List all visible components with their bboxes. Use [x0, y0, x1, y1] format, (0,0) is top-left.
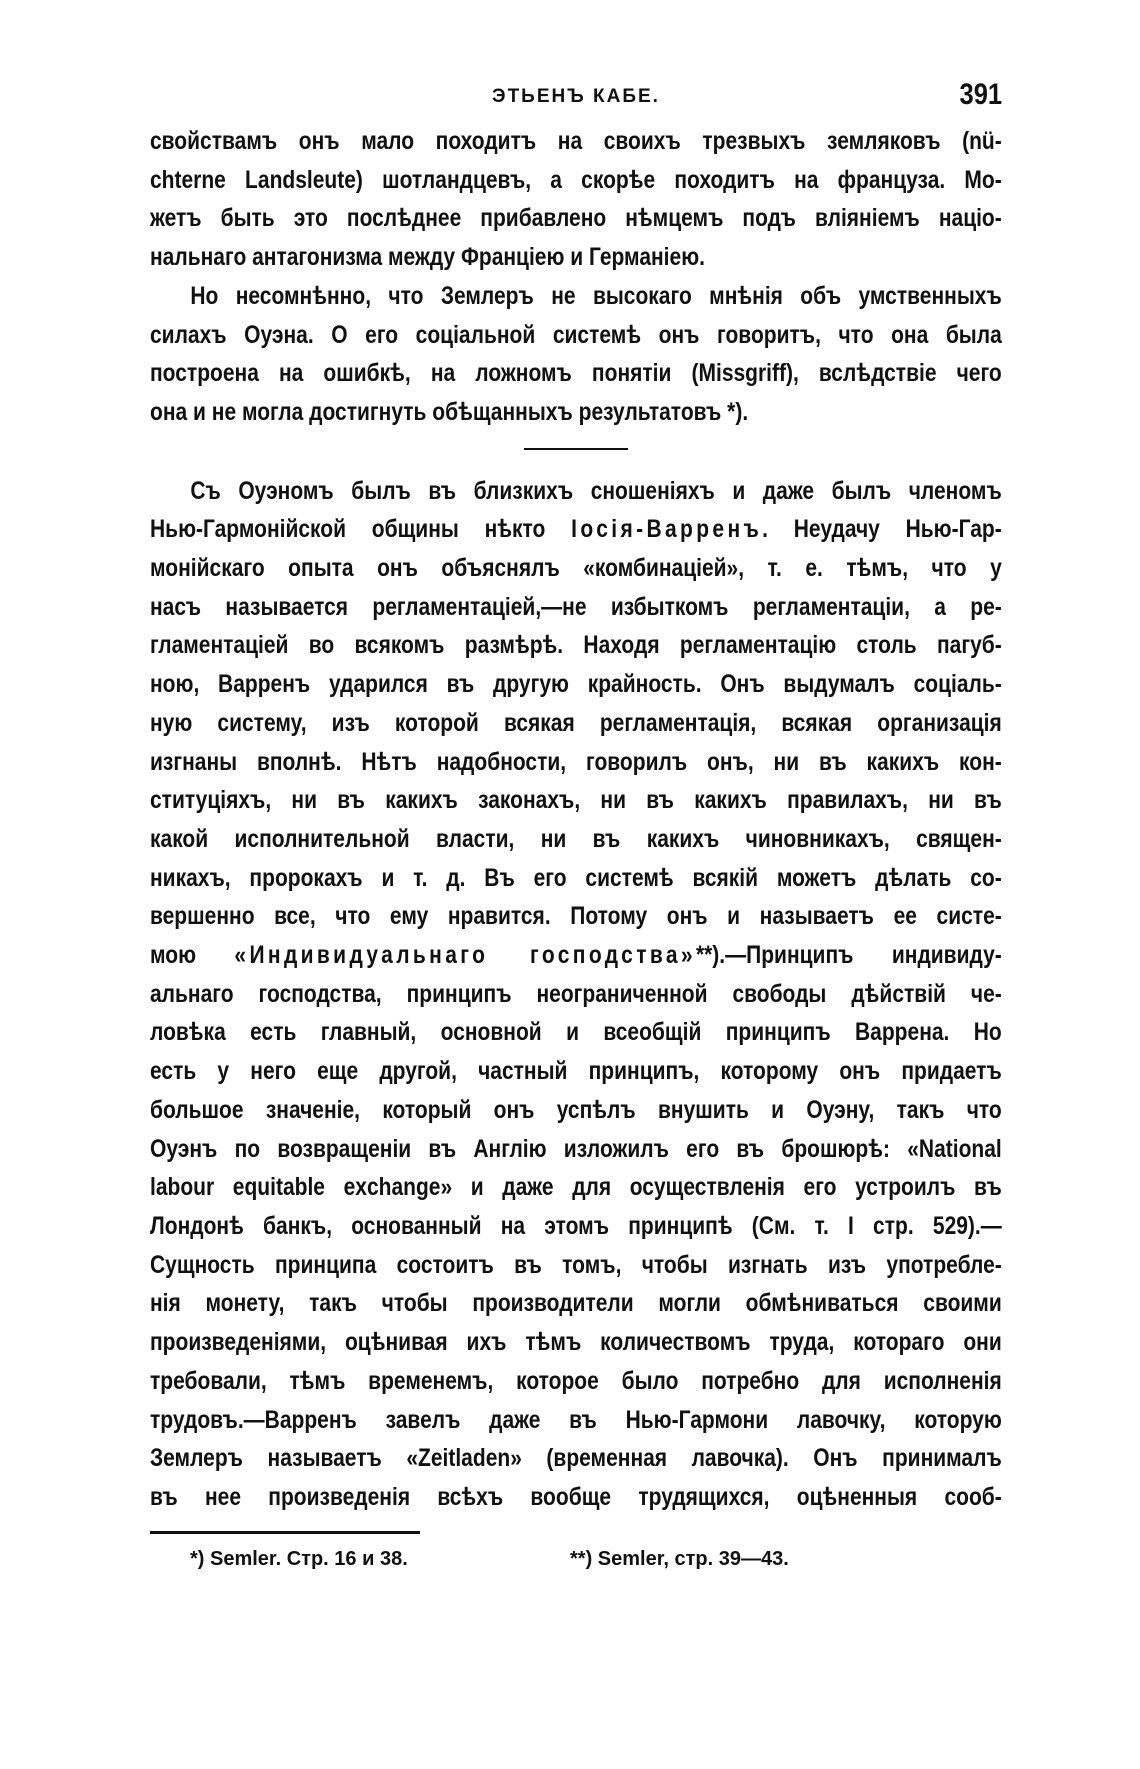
text-line: изгнаны вполнѣ. Нѣтъ надобности, говорилъ онъ, ни въ какихъ кон- — [150, 747, 1002, 776]
text-line: построена на ошибкѣ, на ложномъ понятіи (Missgriff), вслѣдствіе чего — [150, 359, 1002, 388]
text-line: трудовъ.—Варренъ завелъ даже въ Нью-Гармони лавочку, которую — [150, 1405, 1002, 1434]
text-line: Оуэнъ по возвращеніи въ Англію изложилъ его въ брошюрѣ: «National — [150, 1134, 1002, 1163]
section-separator — [524, 448, 628, 450]
text-line: ституціяхъ, ни въ какихъ законахъ, ни въ какихъ правилахъ, ни въ — [150, 786, 1002, 815]
text-line: большое значеніе, который онъ успѣлъ внушить и Оуэну, такъ что — [150, 1095, 1002, 1124]
footnote-rule — [150, 1531, 420, 1534]
text-line: какой исполнительной власти, ни въ какихъ чиновникахъ, священ- — [150, 824, 1002, 853]
text-line: жетъ быть это послѣднее прибавлено нѣмцемъ подъ вліяніемъ націо- — [150, 204, 1002, 233]
person-name: Іосія-Варренъ — [571, 515, 763, 544]
page-number: 391 — [959, 78, 1002, 111]
text-line: Лондонѣ банкъ, основанный на этомъ принципѣ (См. т. I стр. 529).— — [150, 1211, 1002, 1240]
book-page — [150, 78, 1002, 1578]
text-line: есть у него еще другой, частный принципъ, которому онъ придаетъ — [150, 1057, 1002, 1086]
text-line — [150, 510, 1002, 549]
text-line: произведеніями, оцѣнивая ихъ тѣмъ количествомъ труда, котораго они — [150, 1328, 1002, 1357]
body-text-2 — [150, 472, 1002, 1517]
text-line: вершенно все, что ему нравится. Потому онъ и называетъ ее систе- — [150, 902, 1002, 931]
text-line — [150, 936, 1002, 975]
text-line: она и не могла достигнуть обѣщанныхъ результатовъ *). — [150, 397, 749, 426]
text-line: Землеръ называетъ «Zeitladen» (временная лавочка). Онъ принималъ — [150, 1444, 1002, 1473]
text-line: силахъ Оуэна. О его соціальной системѣ онъ говоритъ, что она была — [150, 320, 1002, 349]
running-title: ЭТЬЕНЪ КАБЕ. — [492, 86, 660, 107]
text-line: chterne Landsleute) шотландцевъ, а скорѣе походитъ на француза. Мо- — [150, 165, 1002, 194]
text-line: насъ называется регламентаціей,—не избыткомъ регламентаціи, а ре- — [150, 592, 1002, 621]
text-fragment: **).—Принципъ индивиду- — [695, 941, 1002, 970]
text-line: требовали, тѣмъ временемъ, которое было потребно для исполненія — [150, 1366, 1002, 1395]
text-line: монійскаго опыта онъ объяснялъ «комбинаціей», т. е. тѣмъ, что у — [150, 554, 1002, 583]
text-line: нальнаго антагонизма между Франціею и Германіею. — [150, 243, 705, 272]
page-header — [150, 78, 1002, 122]
text-fragment: мою — [150, 941, 235, 970]
footnotes — [150, 1548, 1002, 1578]
text-line: Сущность принципа состоитъ въ томъ, чтобы изгнать изъ употребле- — [150, 1250, 1002, 1279]
text-line: свойствамъ онъ мало походитъ на своихъ трезвыхъ земляковъ (nü- — [150, 127, 1002, 155]
footnote-1: *) Semler. Стр. 16 и 38. — [190, 1547, 408, 1570]
text-line: ную систему, изъ которой всякая регламентація, всякая организація — [150, 708, 1002, 737]
text-line: никахъ, пророкахъ и т. д. Въ его системѣ всякій можетъ дѣлать со- — [150, 863, 1002, 892]
text-line: Но несомнѣнно, что Землеръ не высокаго мнѣнія объ умственныхъ — [190, 281, 1002, 310]
text-line: гламентаціей во всякомъ размѣрѣ. Находя регламентацію столь пагуб- — [150, 631, 1002, 660]
text-line: ною, Варренъ ударился въ другую крайность. Онъ выдумалъ соціаль- — [150, 670, 1002, 699]
emphasized-term: «Индивидуальнаго господства» — [234, 941, 696, 970]
text-line: въ нее произведенія всѣхъ вообще трудящихся, оцѣненныя сооб- — [150, 1482, 1002, 1511]
footnote-2: **) Semler, стр. 39—43. — [570, 1547, 789, 1570]
body-text — [150, 122, 1002, 432]
text-fragment: Нью-Гармонійской общины нѣкто — [150, 515, 572, 544]
text-line: ловѣка есть главный, основной и всеобщій принципъ Варрена. Но — [150, 1018, 1002, 1047]
text-line: альнаго господства, принципъ неограниченной свободы дѣйствій че- — [150, 979, 1002, 1008]
text-line: labour equitable exchange» и даже для осуществленія его устроилъ въ — [150, 1173, 1002, 1202]
text-line: нія монету, такъ чтобы производители могли обмѣниваться своими — [150, 1289, 1002, 1318]
text-fragment: . Неудачу Нью-Гар- — [762, 515, 1002, 544]
text-line: Съ Оуэномъ былъ въ близкихъ сношеніяхъ и даже былъ членомъ — [190, 476, 1002, 505]
